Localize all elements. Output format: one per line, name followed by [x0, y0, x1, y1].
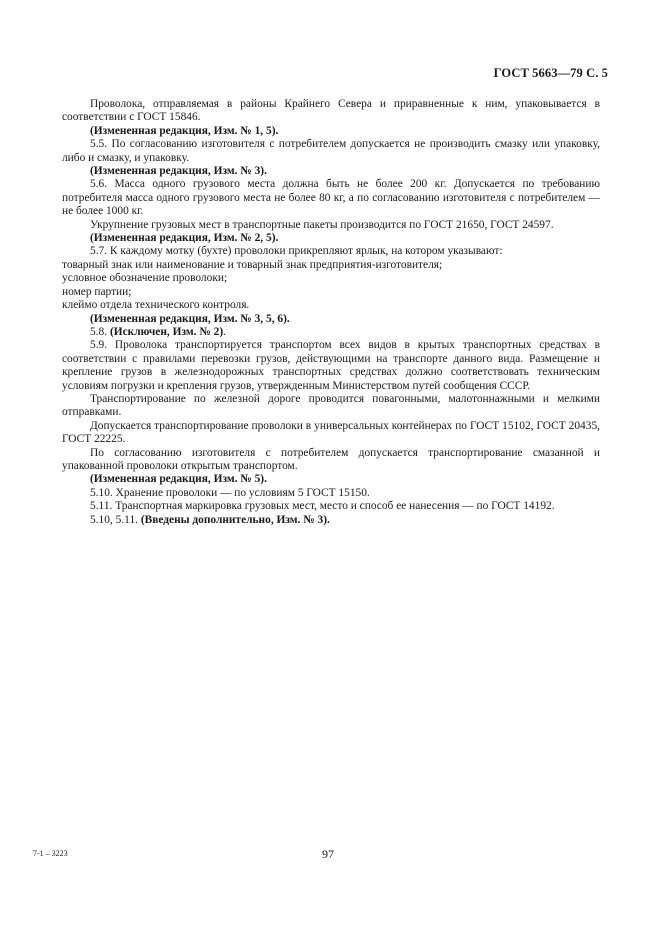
paragraph-5-11: 5.11. Транспортная маркировка грузовых мест, место и способ ее нанесения — по ГОСТ 14192. — [90, 500, 555, 513]
amendment-note — [62, 232, 600, 245]
punctuation: . — [223, 325, 226, 338]
paragraph-5-6: 5.6. Масса одного грузового места должна быть не более 200 кг. Допускается по требованию потребителя масса одного грузового места не более 80 кг, а по согласованию изготовителя с потребителем — не более 1000 кг. — [62, 178, 600, 218]
document-body — [62, 98, 600, 527]
amendment-note — [62, 473, 600, 486]
paragraph: Транспортирование по железной дороге проводится повагонными, малотоннажными и мелкими отправками. — [62, 392, 600, 419]
amendment-note — [62, 313, 600, 326]
amendment-note — [62, 125, 600, 138]
paragraph: Допускается транспортирование проволоки в универсальных контейнерах по ГОСТ 15102, ГОСТ 20435, ГОСТ 22225. — [62, 419, 600, 446]
paragraph-5-8 — [62, 326, 600, 339]
amendment-bold: (Исключен, Изм. № 2) — [109, 325, 224, 338]
paragraph: По согласованию изготовителя с потребителем допускается транспортирование смазанной и упакованной проволоки открытым транспортом. — [62, 446, 600, 472]
paragraph-5-10: 5.10. Хранение проволоки — по условиям 5 ГОСТ 15150. — [90, 486, 370, 499]
amendment-note — [62, 514, 600, 527]
page-header: ГОСТ 5663—79 С. 5 — [493, 66, 608, 80]
paragraph: Укрупнение грузовых мест в транспортные пакеты производится по ГОСТ 21650, ГОСТ 24597. — [90, 218, 554, 231]
label-item: условное обозначение проволоки; — [62, 272, 228, 285]
amendment-bold: (Введены дополнительно, Изм. № 3). — [140, 513, 330, 526]
amendment-bold: (Измененная редакция, Изм. № 2, 5). — [90, 232, 279, 245]
paragraph-5-5: 5.5. По согласованию изготовителя с потребителем допускается не производить смазку или упаковку, либо и смазку, и упаковку. — [62, 138, 600, 164]
amendment-bold: (Измененная редакция, Изм. № 1, 5). — [90, 124, 279, 137]
paragraph: Проволока, отправляемая в районы Крайнего Севера и приравненные к ним, упаковывается в соответствии с ГОСТ 15846. — [62, 98, 600, 124]
paragraph-5-9: 5.9. Проволока транспортируется транспортом всех видов в крытых транспортных средствах в соответствии с правилами перевозки грузов, действующими на транспорте данного вида. Размещение и крепление грузов в железнодорожных транспортных средствах должно соответствовать техническим условиям погрузки и крепления грузов, утвержденным Министерством путей сообщения СССР. — [62, 339, 600, 392]
label-item: товарный знак или наименование и товарный знак предприятия-изготовителя; — [62, 258, 443, 271]
clause-number: 5.10, 5.11. — [90, 513, 141, 526]
amendment-bold: (Измененная редакция, Изм. № 3, 5, 6). — [90, 312, 290, 325]
paragraph-5-7: 5.7. К каждому мотку (бухте) проволоки прикрепляют ярлык, на котором указывают: — [90, 245, 503, 258]
amendment-note — [62, 165, 600, 178]
amendment-bold: (Измененная редакция, Изм. № 5). — [90, 473, 267, 486]
clause-number: 5.8. — [90, 325, 110, 338]
label-item: клеймо отдела технического контроля. — [62, 299, 250, 312]
label-item: номер партии; — [62, 285, 132, 298]
print-code: 7-1 – 3223 — [33, 849, 68, 858]
amendment-bold: (Измененная редакция, Изм. № 3). — [90, 165, 267, 178]
page-number: 97 — [322, 847, 334, 861]
